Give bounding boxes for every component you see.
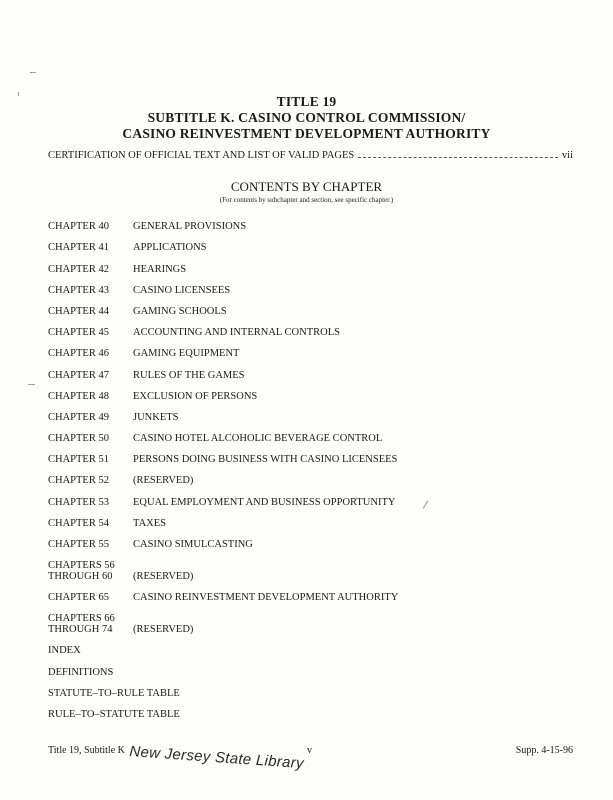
scan-speck (30, 72, 36, 73)
chapter-row (48, 444, 568, 465)
chapter-number: CHAPTER 47 (48, 369, 109, 381)
chapter-number: CHAPTER 55 (48, 539, 109, 550)
footer-title: Title 19, Subtitle K (48, 745, 125, 756)
chapter-title: (RESERVED) (133, 624, 194, 636)
chapter-title: CASINO HOTEL ALCOHOLIC BEVERAGE CONTROL (133, 433, 383, 445)
chapter-number: CHAPTER 46 (48, 348, 109, 360)
chapter-row (48, 550, 568, 582)
library-stamp: New Jersey State Library (128, 743, 305, 773)
title-block (0, 94, 613, 142)
chapter-row (48, 381, 568, 402)
certification-label: CERTIFICATION OF OFFICIAL TEXT AND LIST OF VALID PAGES (48, 150, 355, 161)
chapter-number: CHAPTER 49 (48, 411, 109, 423)
chapter-number: CHAPTER 41 (48, 242, 109, 254)
chapter-number: CHAPTER 43 (48, 284, 109, 296)
chapter-title: (RESERVED) (133, 571, 194, 582)
chapter-number: CHAPTER 65 (48, 592, 109, 604)
chapter-row (48, 699, 568, 720)
chapter-title: TAXES (133, 517, 166, 529)
chapter-row (48, 359, 568, 380)
chapter-number: CHAPTER 51 (48, 454, 109, 466)
chapter-title: ACCOUNTING AND INTERNAL CONTROLS (133, 327, 340, 339)
title-line-3: CASINO REINVESTMENT DEVELOPMENT AUTHORITY (122, 126, 491, 141)
chapter-title: CASINO SIMULCASTING (133, 539, 253, 550)
scan-speck (18, 92, 19, 96)
scan-speck (28, 384, 35, 385)
chapter-row (48, 486, 568, 507)
chapter-number: CHAPTER 48 (48, 390, 109, 402)
chapter-row (48, 635, 568, 656)
chapter-row (48, 529, 568, 550)
chapter-number: CHAPTER 54 (48, 517, 109, 529)
chapter-row (48, 275, 568, 296)
chapter-number: DEFINITIONS (48, 666, 114, 678)
chapter-row (48, 465, 568, 486)
chapter-title: EQUAL EMPLOYMENT AND BUSINESS OPPORTUNITY (133, 496, 396, 508)
certification-page: vii (561, 150, 573, 161)
chapter-row (48, 211, 568, 232)
chapter-number: STATUTE–TO–RULE TABLE (48, 687, 180, 699)
chapter-number: CHAPTER 45 (48, 327, 109, 339)
chapter-title: GAMING SCHOOLS (133, 305, 227, 317)
chapter-number: CHAPTER 42 (48, 263, 109, 275)
chapter-title: GENERAL PROVISIONS (133, 221, 247, 233)
chapter-row (48, 603, 568, 635)
chapter-row (48, 253, 568, 274)
chapter-number: CHAPTERS 56 THROUGH 60 (48, 560, 115, 582)
chapter-title: CASINO REINVESTMENT DEVELOPMENT AUTHORITY (133, 592, 399, 604)
chapter-row (48, 656, 568, 677)
chapter-number: INDEX (48, 645, 81, 657)
title-line-1: TITLE 19 (276, 94, 337, 109)
chapter-number: CHAPTER 44 (48, 305, 109, 317)
chapter-row (48, 423, 568, 444)
chapter-title: CASINO LICENSEES (133, 284, 231, 296)
chapter-number: CHAPTER 52 (48, 475, 109, 487)
chapter-title: JUNKETS (133, 411, 179, 423)
chapter-row (48, 582, 568, 603)
chapter-number: RULE–TO–STATUTE TABLE (48, 708, 180, 720)
chapter-row (48, 296, 568, 317)
chapter-number: CHAPTERS 66 THROUGH 74 (48, 613, 115, 636)
chapter-row (48, 678, 568, 699)
chapter-row (48, 232, 568, 253)
chapter-title: APPLICATIONS (133, 242, 207, 254)
contents-heading: CONTENTS BY CHAPTER (230, 179, 383, 194)
chapter-row (48, 317, 568, 338)
chapter-title: (RESERVED) (133, 475, 194, 487)
chapter-number: CHAPTER 53 (48, 496, 109, 508)
chapter-title: HEARINGS (133, 263, 187, 275)
certification-line (48, 150, 573, 161)
title-line-2: SUBTITLE K. CASINO CONTROL COMMISSION/ (147, 110, 466, 125)
chapter-title: EXCLUSION OF PERSONS (133, 390, 258, 402)
contents-note: (For contents by subchapter and section, see specific chapter.) (219, 196, 394, 204)
footer-supplement-date: Supp. 4-15-96 (515, 745, 573, 756)
chapter-number: CHAPTER 50 (48, 433, 109, 445)
dot-leader (358, 157, 558, 158)
chapter-row (48, 402, 568, 423)
chapter-row (48, 508, 568, 529)
chapter-title: PERSONS DOING BUSINESS WITH CASINO LICENSEES (133, 454, 398, 466)
footer-page-number: v (307, 745, 312, 756)
chapter-title: GAMING EQUIPMENT (133, 348, 240, 360)
chapter-number: CHAPTER 40 (48, 221, 109, 233)
chapter-list (48, 211, 568, 720)
chapter-row (48, 338, 568, 359)
chapter-title: RULES OF THE GAMES (133, 369, 245, 381)
